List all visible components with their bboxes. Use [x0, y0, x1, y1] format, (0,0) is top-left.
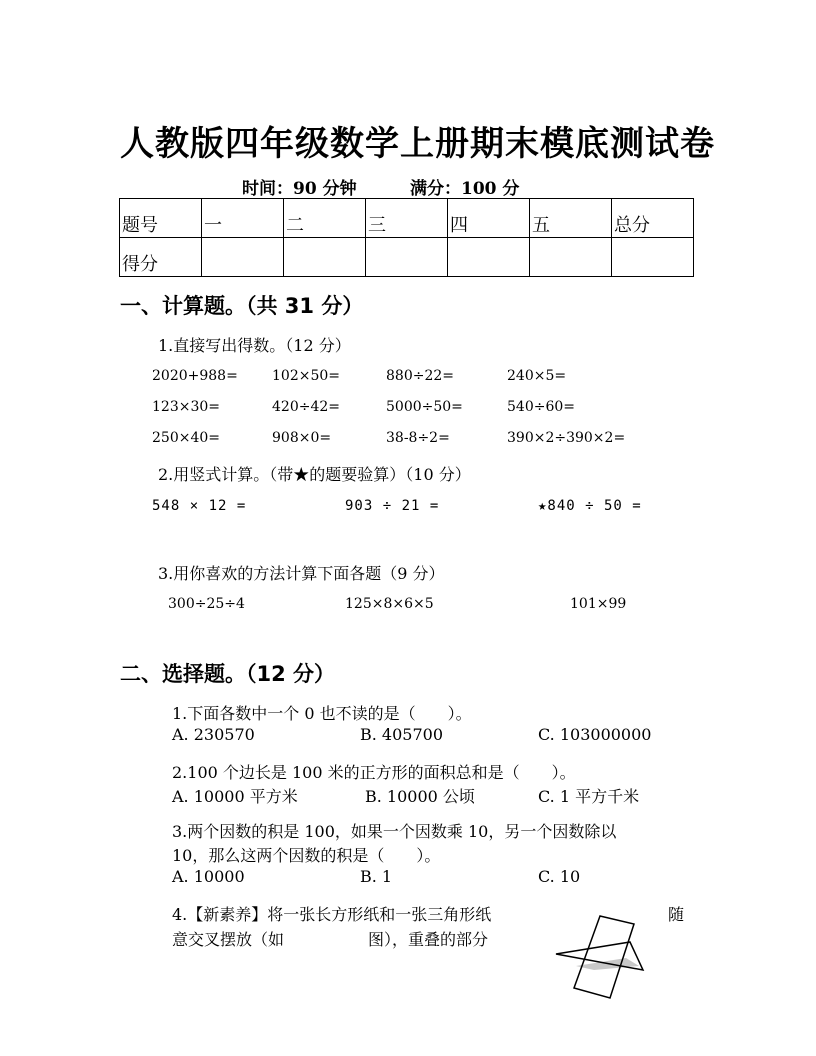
score-table-score-row — [120, 238, 694, 277]
choice-q4-stem-part4: 图），重叠的部分 — [368, 930, 489, 949]
choice-q3-option-a[interactable]: A. 10000 — [172, 867, 245, 886]
choice-q3-stem-line2: 10，那么这两个因数的积是（ ）。 — [172, 846, 441, 865]
score-table — [119, 198, 694, 277]
vertical-calc-item: ★840 ÷ 50 = — [538, 498, 642, 514]
choice-q2-stem: 2.100 个边长是 100 米的正方形的面积总和是（ ）。 — [172, 763, 576, 782]
simplify-item: 300÷25÷4 — [168, 596, 245, 612]
q1-title: 1.直接写出得数。（12 分） — [158, 336, 351, 355]
score-header-cell: 四 — [448, 199, 530, 238]
mental-math-item: 880÷22= — [386, 368, 454, 384]
score-header-cell: 三 — [366, 199, 448, 238]
mental-math-item: 908×0= — [272, 430, 332, 446]
overlap-rectangle-triangle-figure — [552, 912, 652, 1002]
choice-q3-option-b[interactable]: B. 1 — [360, 867, 393, 886]
vertical-calc-item: 903 ÷ 21 = — [345, 498, 440, 514]
score-header-cell: 二 — [284, 199, 366, 238]
exam-full-score: 满分：100 分 — [410, 179, 520, 199]
mental-math-item: 102×50= — [272, 368, 340, 384]
score-cell[interactable] — [530, 238, 612, 277]
mental-math-item: 420÷42= — [272, 399, 340, 415]
score-header-cell: 题号 — [120, 199, 202, 238]
rectangle-shape — [574, 916, 634, 998]
score-cell[interactable] — [202, 238, 284, 277]
mental-math-item: 250×40= — [152, 430, 220, 446]
choice-q4-stem-part1: 4.【新素养】将一张长方形纸和一张三角形纸 — [172, 905, 492, 924]
choice-q1-option-a[interactable]: A. 230570 — [172, 725, 255, 744]
score-header-cell: 总分 — [612, 199, 694, 238]
simplify-item: 125×8×6×5 — [345, 596, 434, 612]
choice-q3-stem-line1: 3.两个因数的积是 100，如果一个因数乘 10，另一个因数除以 — [172, 822, 617, 841]
choice-q2-option-b[interactable]: B. 10000 公顷 — [365, 787, 475, 806]
choice-q3-option-c[interactable]: C. 10 — [538, 867, 581, 886]
mental-math-item: 540÷60= — [507, 399, 575, 415]
score-row-label: 得分 — [120, 238, 202, 277]
mental-math-item: 390×2÷390×2= — [507, 430, 626, 446]
mental-math-item: 5000÷50= — [386, 399, 463, 415]
score-cell[interactable] — [612, 238, 694, 277]
choice-q4-stem-part3: 意交叉摆放（如 — [172, 930, 285, 949]
mental-math-item: 240×5= — [507, 368, 567, 384]
page-title: 人教版四年级数学上册期末模底测试卷 — [120, 124, 715, 164]
score-cell[interactable] — [366, 238, 448, 277]
score-cell[interactable] — [448, 238, 530, 277]
choice-q2-option-c[interactable]: C. 1 平方千米 — [538, 787, 640, 806]
score-cell[interactable] — [284, 238, 366, 277]
section-1-title: 一、计算题。（共 31 分） — [120, 294, 364, 318]
section-2-title: 二、选择题。（12 分） — [120, 662, 336, 686]
simplify-item: 101×99 — [570, 596, 627, 612]
mental-math-item: 38-8÷2= — [386, 430, 450, 446]
choice-q2-option-a[interactable]: A. 10000 平方米 — [172, 787, 298, 806]
score-table-header-row — [120, 199, 694, 238]
mental-math-item: 2020+988= — [152, 368, 238, 384]
choice-q1-option-c[interactable]: C. 103000000 — [538, 725, 652, 744]
score-header-cell: 五 — [530, 199, 612, 238]
score-header-cell: 一 — [202, 199, 284, 238]
vertical-calc-item: 548 × 12 = — [152, 498, 247, 514]
mental-math-item: 123×30= — [152, 399, 220, 415]
choice-q1-stem: 1.下面各数中一个 0 也不读的是（ ）。 — [172, 704, 472, 723]
choice-q4-stem-part2: 随 — [668, 905, 685, 924]
exam-time: 时间：90 分钟 — [242, 179, 357, 199]
choice-q1-option-b[interactable]: B. 405700 — [360, 725, 444, 744]
q3-title: 3.用你喜欢的方法计算下面各题（9 分） — [158, 564, 445, 583]
q2-title: 2.用竖式计算。（带★的题要验算）（10 分） — [158, 465, 471, 484]
